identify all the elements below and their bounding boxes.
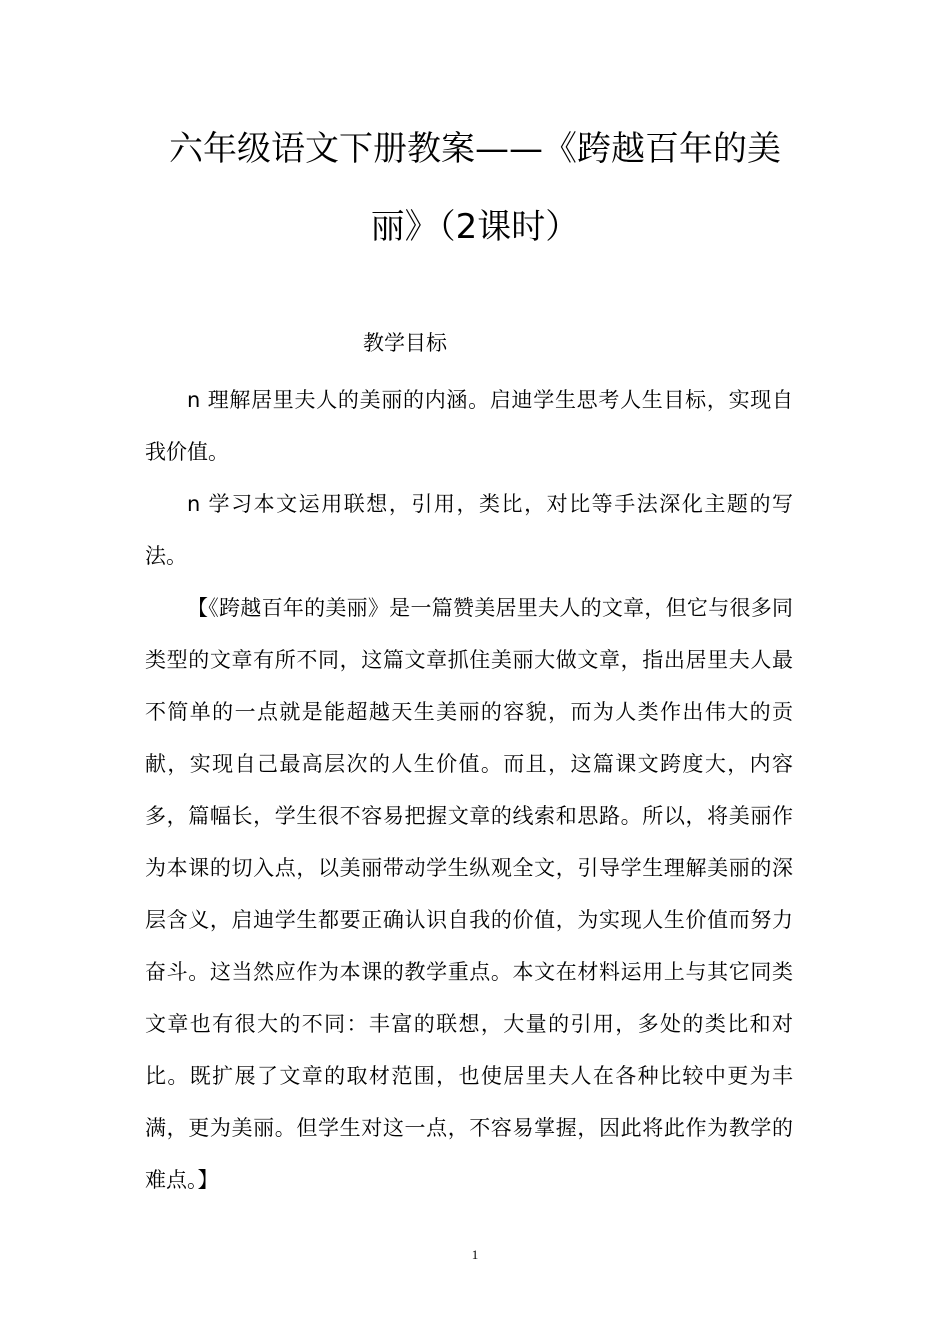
title-line-2: 丽》（2课时） <box>370 207 580 247</box>
objective-paragraph-2: n 学习本文运用联想，引用，类比，对比等手法深化主题的写法。 <box>145 492 793 568</box>
objective-paragraph-1: n 理解居里夫人的美丽的内涵。启迪学生思考人生目标，实现自我价值。 <box>145 388 793 464</box>
title-line-1: 六年级语文下册教案——《跨越百年的美 <box>169 129 781 169</box>
analysis-paragraph: 【《跨越百年的美丽》是一篇赞美居里夫人的文章，但它与很多同类型的文章有所不同，这篇文章抓住美丽大做文章，指出居里夫人最不简单的一点就是能超越天生美丽的容貌，而为人类作出伟大的贡献，实现自己最高层次的人生价值。而且，这篇课文跨度大，内容多，篇幅长，学生很不容易把握文章的线索和思路。所以，将美丽作为本课的切入点，以美丽带动学生纵观全文，引导学生理解美丽的深层含义，启迪学生都要正确认识自我的价值，为实现人生价值而努力奋斗。这当然应作为本课的教学重点。本文在材料运用上与其它同类文章也有很大的不同：丰富的联想，大量的引用，多处的类比和对比。既扩展了文章的取材范围，也使居里夫人在各种比较中更为丰满，更为美丽。但学生对这一点，不容易掌握，因此将此作为教学的难点。】 <box>145 596 793 1192</box>
document-body <box>145 374 793 1206</box>
section-heading: 教学目标 <box>363 331 447 355</box>
page-number: 1 <box>471 1247 479 1262</box>
document-title <box>145 110 805 266</box>
